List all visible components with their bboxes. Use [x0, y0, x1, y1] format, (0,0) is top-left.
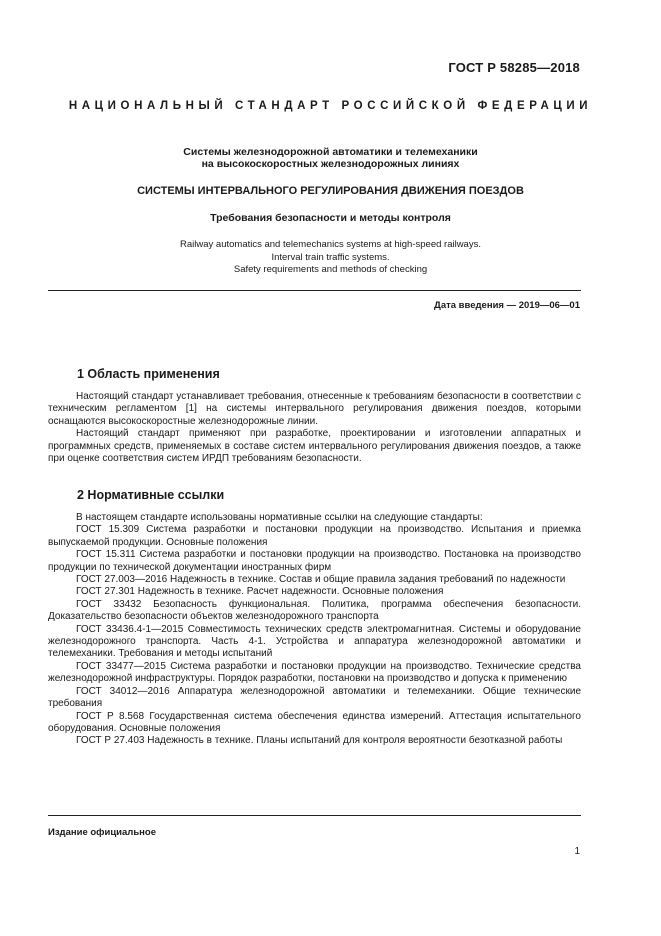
reference-item: ГОСТ Р 27.403 Надежность в технике. Планы испытаний для контроля вероятности безотказной работы	[76, 735, 563, 747]
edition-note: Издание официальное	[48, 827, 156, 838]
page-number: 1	[574, 846, 580, 857]
reference-item: ГОСТ 33432 Безопасность функциональная. Политика, программа обеспечения безопасности. Доказательство безопасности объектов железнодорожного транспорта	[48, 598, 581, 623]
national-standard-banner: НАЦИОНАЛЬНЫЙ СТАНДАРТ РОССИЙСКОЙ ФЕДЕРАЦИИ	[68, 100, 593, 112]
title-line-2: на высокоскоростных железнодорожных линиях	[201, 158, 460, 170]
paragraph: Настоящий стандарт устанавливает требования, отнесенные к требованиям безопасности в соответствии с техническим регламентом [1] на системы интервального регулирования движения поездов, которыми оснащаются высокоскоростные железнодорожные линии.	[48, 391, 581, 427]
main-title: СИСТЕМЫ ИНТЕРВАЛЬНОГО РЕГУЛИРОВАНИЯ ДВИЖЕНИЯ ПОЕЗДОВ	[137, 185, 524, 197]
reference-item: ГОСТ 34012—2016 Аппаратура железнодорожной автоматики и телемеханики. Общие технические требования	[48, 685, 581, 710]
english-title-line-2: Interval train traffic systems.	[271, 251, 390, 263]
reference-item: ГОСТ 15.309 Система разработки и постановки продукции на производство. Испытания и приемка выпускаемой продукции. Основные положения	[48, 524, 581, 548]
english-title-line-1: Railway automatics and telemechanics systems at high-speed railways.	[180, 239, 481, 250]
title-line-1: Системы железнодорожной автоматики и телемеханики	[183, 146, 478, 158]
reference-item: ГОСТ Р 8.568 Государственная система обеспечения единства измерений. Аттестация испытательного оборудования. Основные положения	[48, 710, 581, 734]
reference-item: ГОСТ 27.003—2016 Надежность в технике. Состав и общие правила задания требований по надежности	[76, 574, 566, 586]
reference-item: ГОСТ 27.301 Надежность в технике. Расчет надежности. Основные положения	[76, 586, 444, 598]
section-1-body	[48, 391, 581, 465]
english-title	[48, 239, 613, 277]
title-block	[48, 146, 613, 170]
section-2-body	[48, 512, 581, 748]
reference-item: ГОСТ 33477—2015 Система разработки и постановки продукции на производство. Технические средства железнодорожной инфраструктуры. Порядок разработки, постановки на производство и допуска к применению	[48, 660, 581, 685]
reference-item: ГОСТ 15.311 Система разработки и постановки продукции на производство. Постановка на производство продукции по технической документации иностранных фирм	[48, 549, 581, 573]
subtitle: Требования безопасности и методы контроля	[210, 212, 451, 224]
intro-date: Дата введения — 2019—06—01	[434, 300, 580, 311]
paragraph: В настоящем стандарте использованы нормативные ссылки на следующие стандарты:	[76, 512, 483, 523]
footer-divider	[48, 815, 581, 816]
section-1-heading: 1 Область применения	[77, 367, 220, 381]
reference-item: ГОСТ 33436.4-1—2015 Совместимость технических средств электромагнитная. Системы и оборудование железнодорожного транспорта. Часть 4-1. Устройства и аппаратура железнодорожной автоматики и телемеханики. Требования и методы испытаний	[48, 623, 581, 660]
paragraph: Настоящий стандарт применяют при разработке, проектировании и изготовлении аппаратных и программных средств, применяемых в составе систем интервального регулирования движения поездов, а также при оценке соответствия систем ИРДП требованиям безопасности.	[48, 428, 581, 465]
title-divider	[48, 290, 581, 291]
english-title-line-3: Safety requirements and methods of checking	[233, 264, 428, 275]
section-2-heading: 2 Нормативные ссылки	[77, 488, 225, 502]
document-code: ГОСТ Р 58285—2018	[448, 60, 580, 75]
